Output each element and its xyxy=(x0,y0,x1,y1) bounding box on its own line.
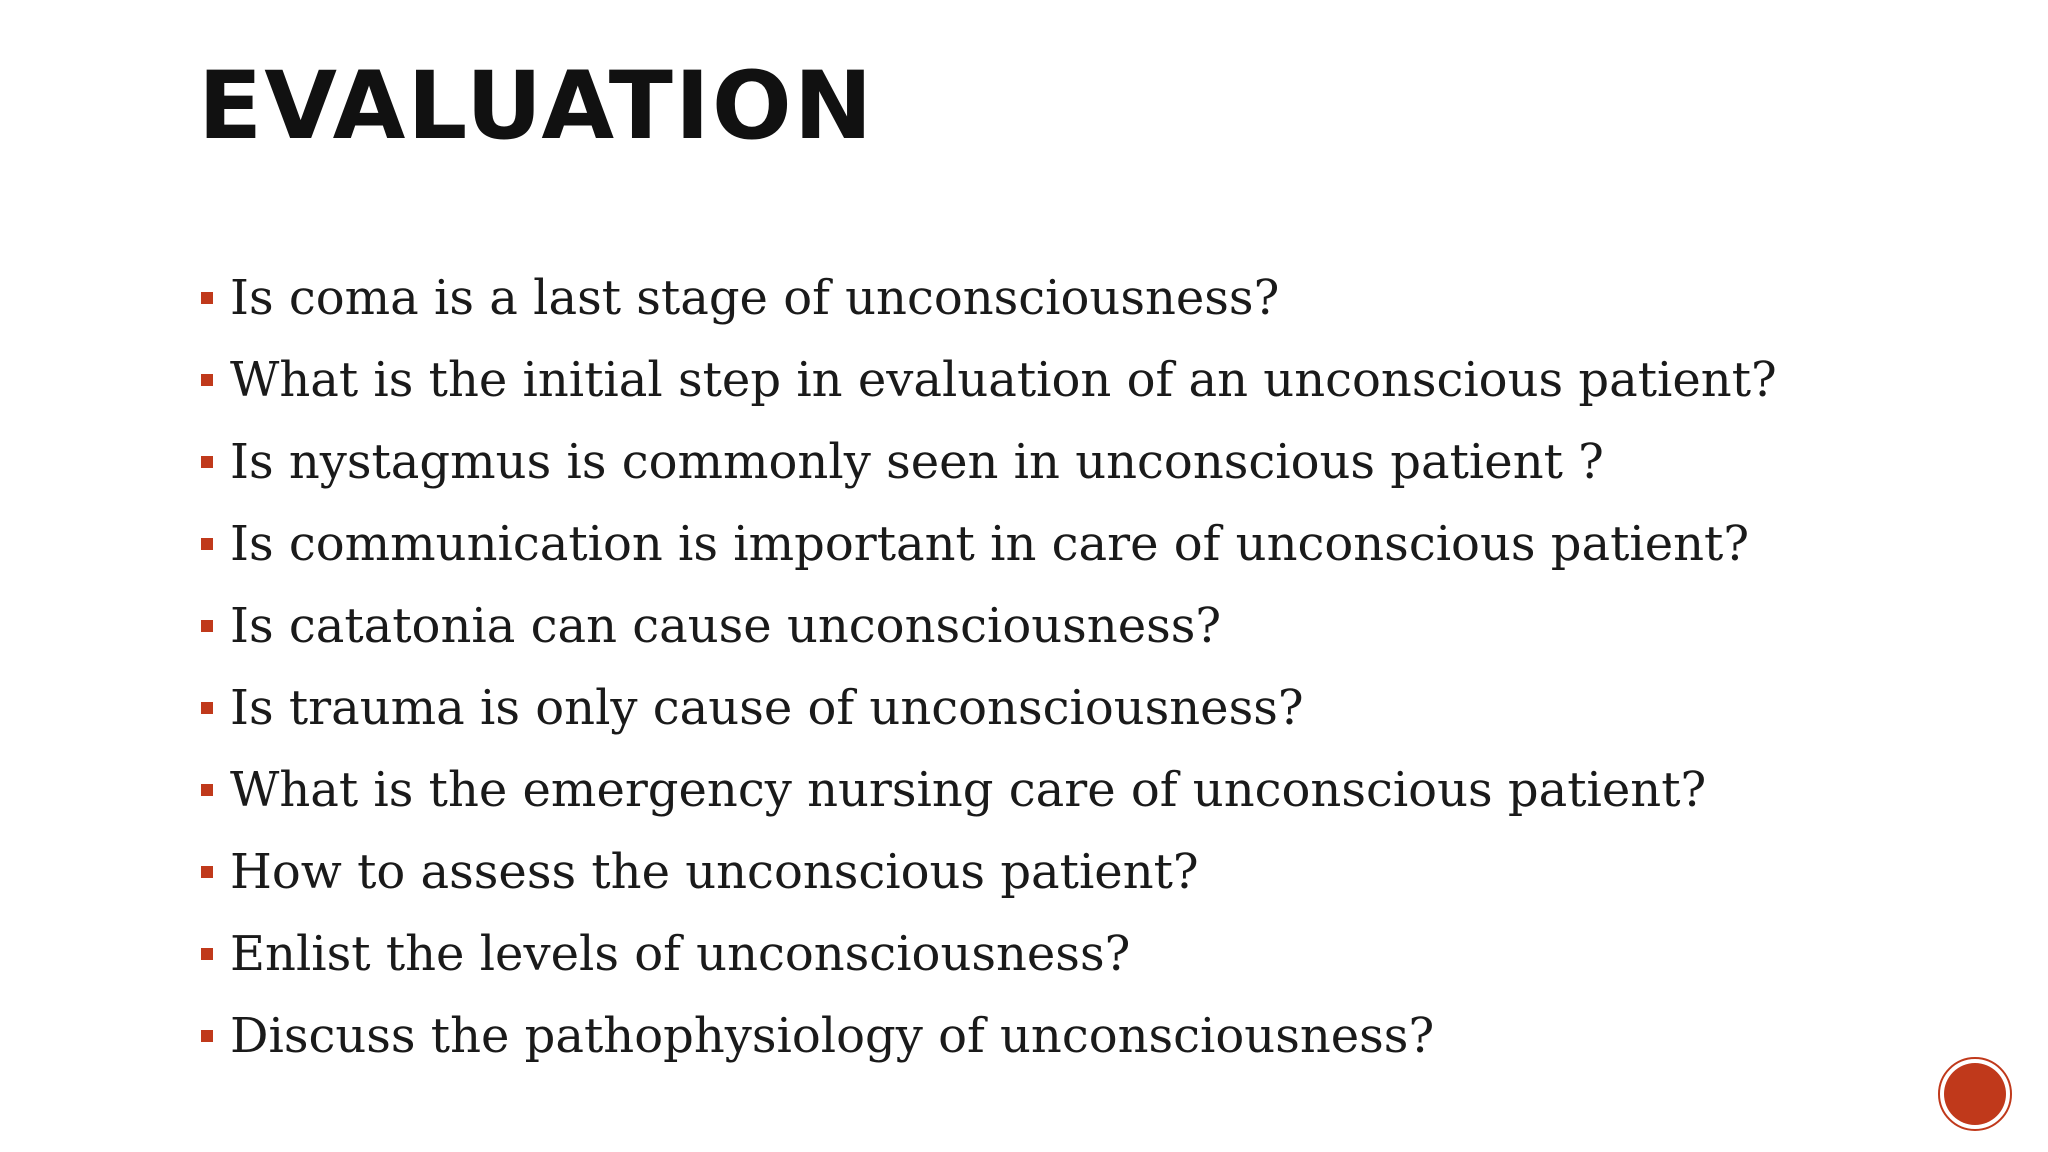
square-bullet-icon xyxy=(201,456,213,468)
bullet-text: Is trauma is only cause of unconsciousness? xyxy=(230,680,1304,736)
list-item xyxy=(198,596,1777,678)
square-bullet-icon xyxy=(201,948,213,960)
bullet-text: Is catatonia can cause unconsciousness? xyxy=(230,598,1222,654)
slide-title: EVALUATION xyxy=(198,52,875,161)
square-bullet-icon xyxy=(201,1030,213,1042)
list-item xyxy=(198,678,1777,760)
square-bullet-icon xyxy=(201,620,213,632)
square-bullet-icon xyxy=(201,866,213,878)
list-item xyxy=(198,760,1777,842)
bullet-text: Is coma is a last stage of unconsciousness? xyxy=(230,270,1280,326)
list-item xyxy=(198,268,1777,350)
list-item xyxy=(198,350,1777,432)
bullet-text: Discuss the pathophysiology of unconsciousness? xyxy=(230,1008,1435,1064)
square-bullet-icon xyxy=(201,374,213,386)
list-item xyxy=(198,924,1777,1006)
square-bullet-icon xyxy=(201,702,213,714)
bullet-text: How to assess the unconscious patient? xyxy=(230,844,1199,900)
bullet-text: Is communication is important in care of unconscious patient? xyxy=(230,516,1750,572)
bullet-text: Enlist the levels of unconsciousness? xyxy=(230,926,1131,982)
bullet-text: What is the initial step in evaluation of an unconscious patient? xyxy=(230,352,1777,408)
corner-circle-icon xyxy=(1937,1056,2013,1132)
list-item xyxy=(198,1006,1777,1088)
list-item xyxy=(198,432,1777,514)
bullet-text: Is nystagmus is commonly seen in unconscious patient ? xyxy=(230,434,1604,490)
square-bullet-icon xyxy=(201,292,213,304)
list-item xyxy=(198,514,1777,596)
bullet-text: What is the emergency nursing care of unconscious patient? xyxy=(230,762,1707,818)
square-bullet-icon xyxy=(201,538,213,550)
bullet-list xyxy=(198,268,1777,1088)
square-bullet-icon xyxy=(201,784,213,796)
list-item xyxy=(198,842,1777,924)
